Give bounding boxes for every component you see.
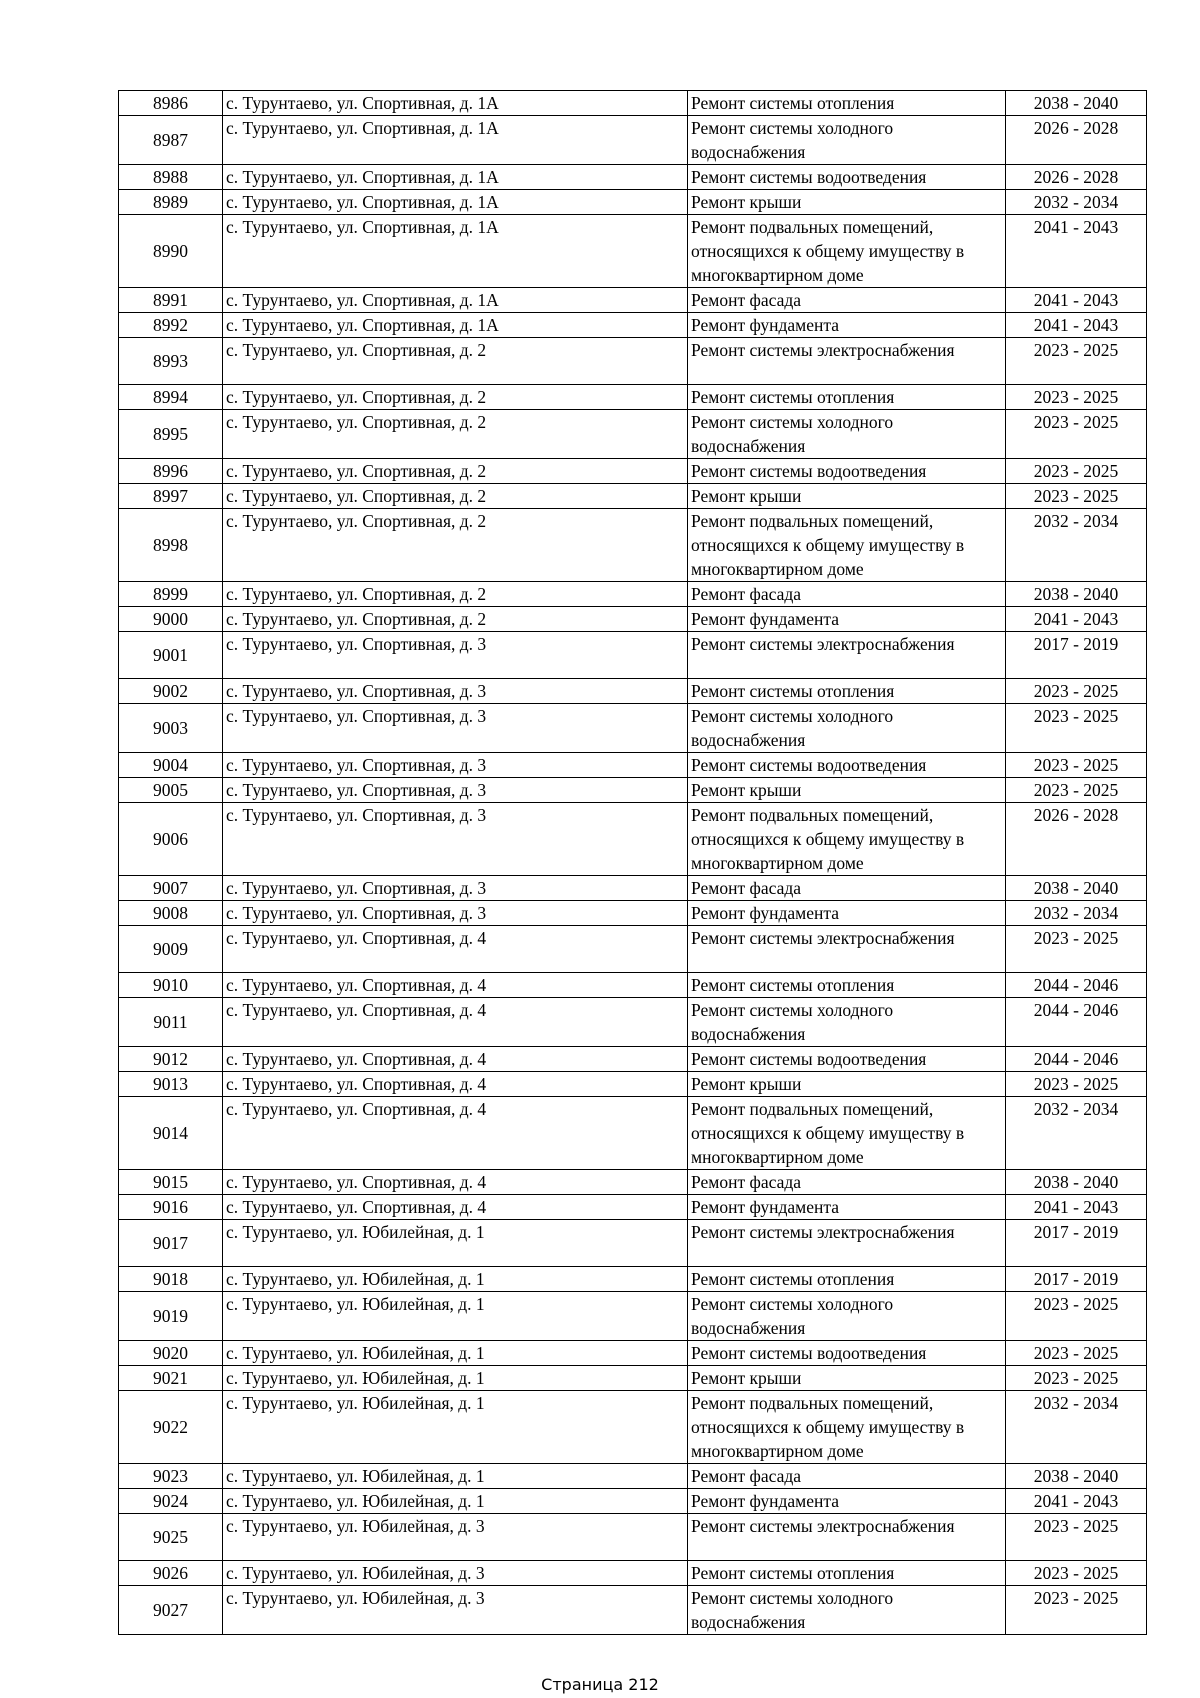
row-number-cell: 8998 bbox=[119, 509, 223, 582]
work-type-cell: Ремонт подвальных помещений, относящихся к общему имуществу в многоквартирном доме bbox=[688, 215, 1006, 288]
table-row bbox=[119, 484, 1147, 509]
period-cell: 2023 - 2025 bbox=[1006, 1366, 1147, 1391]
table-row bbox=[119, 1047, 1147, 1072]
row-number-cell: 9021 bbox=[119, 1366, 223, 1391]
table-row bbox=[119, 1341, 1147, 1366]
work-type-cell: Ремонт системы водоотведения bbox=[688, 753, 1006, 778]
address-cell: с. Турунтаево, ул. Спортивная, д. 2 bbox=[223, 385, 688, 410]
table-row bbox=[119, 459, 1147, 484]
work-type-cell: Ремонт системы электроснабжения bbox=[688, 926, 1006, 973]
row-number-cell: 9015 bbox=[119, 1170, 223, 1195]
table-row bbox=[119, 313, 1147, 338]
work-type-cell: Ремонт системы холодного водоснабжения bbox=[688, 410, 1006, 459]
period-cell: 2023 - 2025 bbox=[1006, 484, 1147, 509]
work-type-cell: Ремонт фундамента bbox=[688, 1195, 1006, 1220]
period-cell: 2023 - 2025 bbox=[1006, 1586, 1147, 1635]
address-cell: с. Турунтаево, ул. Спортивная, д. 3 bbox=[223, 876, 688, 901]
table-row bbox=[119, 385, 1147, 410]
period-cell: 2023 - 2025 bbox=[1006, 459, 1147, 484]
work-type-cell: Ремонт крыши bbox=[688, 484, 1006, 509]
work-type-cell: Ремонт фасада bbox=[688, 876, 1006, 901]
period-cell: 2023 - 2025 bbox=[1006, 385, 1147, 410]
table-row bbox=[119, 91, 1147, 116]
period-cell: 2026 - 2028 bbox=[1006, 803, 1147, 876]
row-number-cell: 9008 bbox=[119, 901, 223, 926]
row-number-cell: 8986 bbox=[119, 91, 223, 116]
table-row bbox=[119, 116, 1147, 165]
table-row bbox=[119, 410, 1147, 459]
row-number-cell: 8997 bbox=[119, 484, 223, 509]
row-number-cell: 8987 bbox=[119, 116, 223, 165]
work-type-cell: Ремонт подвальных помещений, относящихся к общему имуществу в многоквартирном доме bbox=[688, 803, 1006, 876]
address-cell: с. Турунтаево, ул. Спортивная, д. 2 bbox=[223, 459, 688, 484]
address-cell: с. Турунтаево, ул. Спортивная, д. 2 bbox=[223, 582, 688, 607]
work-type-cell: Ремонт фундамента bbox=[688, 313, 1006, 338]
period-cell: 2038 - 2040 bbox=[1006, 1170, 1147, 1195]
address-cell: с. Турунтаево, ул. Спортивная, д. 2 bbox=[223, 338, 688, 385]
address-cell: с. Турунтаево, ул. Спортивная, д. 3 bbox=[223, 778, 688, 803]
table-row bbox=[119, 1489, 1147, 1514]
table-row bbox=[119, 632, 1147, 679]
period-cell: 2023 - 2025 bbox=[1006, 410, 1147, 459]
period-cell: 2032 - 2034 bbox=[1006, 1097, 1147, 1170]
address-cell: с. Турунтаево, ул. Юбилейная, д. 1 bbox=[223, 1464, 688, 1489]
table-row bbox=[119, 901, 1147, 926]
table-row bbox=[119, 190, 1147, 215]
address-cell: с. Турунтаево, ул. Спортивная, д. 3 bbox=[223, 704, 688, 753]
table-row bbox=[119, 582, 1147, 607]
table-row bbox=[119, 803, 1147, 876]
work-type-cell: Ремонт фасада bbox=[688, 582, 1006, 607]
row-number-cell: 8996 bbox=[119, 459, 223, 484]
period-cell: 2038 - 2040 bbox=[1006, 91, 1147, 116]
row-number-cell: 8992 bbox=[119, 313, 223, 338]
address-cell: с. Турунтаево, ул. Спортивная, д. 4 bbox=[223, 998, 688, 1047]
address-cell: с. Турунтаево, ул. Спортивная, д. 1А bbox=[223, 215, 688, 288]
address-cell: с. Турунтаево, ул. Спортивная, д. 4 bbox=[223, 1195, 688, 1220]
table-row bbox=[119, 1561, 1147, 1586]
row-number-cell: 8991 bbox=[119, 288, 223, 313]
period-cell: 2017 - 2019 bbox=[1006, 1220, 1147, 1267]
work-type-cell: Ремонт системы холодного водоснабжения bbox=[688, 704, 1006, 753]
address-cell: с. Турунтаево, ул. Спортивная, д. 4 bbox=[223, 1097, 688, 1170]
table-row bbox=[119, 973, 1147, 998]
table-row bbox=[119, 926, 1147, 973]
work-type-cell: Ремонт подвальных помещений, относящихся к общему имуществу в многоквартирном доме bbox=[688, 1097, 1006, 1170]
table-row bbox=[119, 215, 1147, 288]
address-cell: с. Турунтаево, ул. Спортивная, д. 2 bbox=[223, 484, 688, 509]
table-row bbox=[119, 1267, 1147, 1292]
period-cell: 2023 - 2025 bbox=[1006, 1514, 1147, 1561]
address-cell: с. Турунтаево, ул. Спортивная, д. 2 bbox=[223, 410, 688, 459]
address-cell: с. Турунтаево, ул. Спортивная, д. 1А bbox=[223, 190, 688, 215]
period-cell: 2041 - 2043 bbox=[1006, 607, 1147, 632]
address-cell: с. Турунтаево, ул. Спортивная, д. 4 bbox=[223, 1072, 688, 1097]
address-cell: с. Турунтаево, ул. Спортивная, д. 3 bbox=[223, 753, 688, 778]
work-type-cell: Ремонт фундамента bbox=[688, 1489, 1006, 1514]
period-cell: 2023 - 2025 bbox=[1006, 1341, 1147, 1366]
work-type-cell: Ремонт подвальных помещений, относящихся к общему имуществу в многоквартирном доме bbox=[688, 1391, 1006, 1464]
row-number-cell: 9013 bbox=[119, 1072, 223, 1097]
address-cell: с. Турунтаево, ул. Спортивная, д. 4 bbox=[223, 1170, 688, 1195]
table-row bbox=[119, 1514, 1147, 1561]
row-number-cell: 9026 bbox=[119, 1561, 223, 1586]
address-cell: с. Турунтаево, ул. Спортивная, д. 3 bbox=[223, 803, 688, 876]
address-cell: с. Турунтаево, ул. Юбилейная, д. 1 bbox=[223, 1267, 688, 1292]
work-type-cell: Ремонт системы электроснабжения bbox=[688, 1514, 1006, 1561]
table-row bbox=[119, 165, 1147, 190]
address-cell: с. Турунтаево, ул. Спортивная, д. 4 bbox=[223, 973, 688, 998]
address-cell: с. Турунтаево, ул. Спортивная, д. 1А bbox=[223, 116, 688, 165]
address-cell: с. Турунтаево, ул. Спортивная, д. 1А bbox=[223, 165, 688, 190]
page-number: Страница 212 bbox=[541, 1675, 659, 1694]
period-cell: 2023 - 2025 bbox=[1006, 1292, 1147, 1341]
row-number-cell: 9001 bbox=[119, 632, 223, 679]
row-number-cell: 9025 bbox=[119, 1514, 223, 1561]
period-cell: 2041 - 2043 bbox=[1006, 215, 1147, 288]
period-cell: 2044 - 2046 bbox=[1006, 998, 1147, 1047]
work-type-cell: Ремонт системы холодного водоснабжения bbox=[688, 998, 1006, 1047]
address-cell: с. Турунтаево, ул. Спортивная, д. 3 bbox=[223, 679, 688, 704]
address-cell: с. Турунтаево, ул. Юбилейная, д. 1 bbox=[223, 1292, 688, 1341]
row-number-cell: 9016 bbox=[119, 1195, 223, 1220]
period-cell: 2038 - 2040 bbox=[1006, 1464, 1147, 1489]
work-type-cell: Ремонт системы водоотведения bbox=[688, 459, 1006, 484]
work-type-cell: Ремонт крыши bbox=[688, 778, 1006, 803]
period-cell: 2023 - 2025 bbox=[1006, 753, 1147, 778]
row-number-cell: 9002 bbox=[119, 679, 223, 704]
table-row bbox=[119, 1464, 1147, 1489]
row-number-cell: 9014 bbox=[119, 1097, 223, 1170]
period-cell: 2017 - 2019 bbox=[1006, 632, 1147, 679]
address-cell: с. Турунтаево, ул. Спортивная, д. 1А bbox=[223, 313, 688, 338]
table-row bbox=[119, 1072, 1147, 1097]
row-number-cell: 9004 bbox=[119, 753, 223, 778]
table-row bbox=[119, 1391, 1147, 1464]
table-row bbox=[119, 288, 1147, 313]
work-type-cell: Ремонт подвальных помещений, относящихся к общему имуществу в многоквартирном доме bbox=[688, 509, 1006, 582]
table-row bbox=[119, 679, 1147, 704]
work-type-cell: Ремонт системы электроснабжения bbox=[688, 1220, 1006, 1267]
period-cell: 2023 - 2025 bbox=[1006, 1561, 1147, 1586]
address-cell: с. Турунтаево, ул. Юбилейная, д. 1 bbox=[223, 1341, 688, 1366]
period-cell: 2032 - 2034 bbox=[1006, 901, 1147, 926]
address-cell: с. Турунтаево, ул. Спортивная, д. 3 bbox=[223, 632, 688, 679]
row-number-cell: 9007 bbox=[119, 876, 223, 901]
address-cell: с. Турунтаево, ул. Юбилейная, д. 1 bbox=[223, 1391, 688, 1464]
address-cell: с. Турунтаево, ул. Юбилейная, д. 1 bbox=[223, 1220, 688, 1267]
address-cell: с. Турунтаево, ул. Юбилейная, д. 3 bbox=[223, 1586, 688, 1635]
address-cell: с. Турунтаево, ул. Спортивная, д. 1А bbox=[223, 91, 688, 116]
row-number-cell: 9019 bbox=[119, 1292, 223, 1341]
work-type-cell: Ремонт системы отопления bbox=[688, 385, 1006, 410]
work-type-cell: Ремонт системы холодного водоснабжения bbox=[688, 116, 1006, 165]
period-cell: 2038 - 2040 bbox=[1006, 876, 1147, 901]
table-row bbox=[119, 1220, 1147, 1267]
work-type-cell: Ремонт системы холодного водоснабжения bbox=[688, 1586, 1006, 1635]
period-cell: 2038 - 2040 bbox=[1006, 582, 1147, 607]
work-type-cell: Ремонт системы водоотведения bbox=[688, 165, 1006, 190]
table-row bbox=[119, 1097, 1147, 1170]
row-number-cell: 8990 bbox=[119, 215, 223, 288]
table-body bbox=[119, 91, 1147, 1635]
row-number-cell: 8994 bbox=[119, 385, 223, 410]
work-type-cell: Ремонт системы отопления bbox=[688, 679, 1006, 704]
work-type-cell: Ремонт системы отопления bbox=[688, 1267, 1006, 1292]
table-row bbox=[119, 704, 1147, 753]
work-type-cell: Ремонт системы отопления bbox=[688, 91, 1006, 116]
work-type-cell: Ремонт системы холодного водоснабжения bbox=[688, 1292, 1006, 1341]
work-type-cell: Ремонт системы отопления bbox=[688, 1561, 1006, 1586]
row-number-cell: 9024 bbox=[119, 1489, 223, 1514]
address-cell: с. Турунтаево, ул. Спортивная, д. 2 bbox=[223, 509, 688, 582]
period-cell: 2023 - 2025 bbox=[1006, 338, 1147, 385]
work-type-cell: Ремонт системы электроснабжения bbox=[688, 338, 1006, 385]
row-number-cell: 8999 bbox=[119, 582, 223, 607]
row-number-cell: 9011 bbox=[119, 998, 223, 1047]
repair-schedule-table bbox=[118, 90, 1147, 1635]
period-cell: 2023 - 2025 bbox=[1006, 926, 1147, 973]
table-row bbox=[119, 1366, 1147, 1391]
period-cell: 2041 - 2043 bbox=[1006, 288, 1147, 313]
period-cell: 2032 - 2034 bbox=[1006, 1391, 1147, 1464]
row-number-cell: 9005 bbox=[119, 778, 223, 803]
address-cell: с. Турунтаево, ул. Юбилейная, д. 3 bbox=[223, 1561, 688, 1586]
work-type-cell: Ремонт системы водоотведения bbox=[688, 1341, 1006, 1366]
row-number-cell: 9003 bbox=[119, 704, 223, 753]
table-row bbox=[119, 1195, 1147, 1220]
address-cell: с. Турунтаево, ул. Юбилейная, д. 1 bbox=[223, 1366, 688, 1391]
work-type-cell: Ремонт фасада bbox=[688, 1464, 1006, 1489]
period-cell: 2023 - 2025 bbox=[1006, 1072, 1147, 1097]
row-number-cell: 9017 bbox=[119, 1220, 223, 1267]
table-row bbox=[119, 998, 1147, 1047]
address-cell: с. Турунтаево, ул. Спортивная, д. 2 bbox=[223, 607, 688, 632]
period-cell: 2017 - 2019 bbox=[1006, 1267, 1147, 1292]
period-cell: 2023 - 2025 bbox=[1006, 704, 1147, 753]
row-number-cell: 9022 bbox=[119, 1391, 223, 1464]
address-cell: с. Турунтаево, ул. Юбилейная, д. 3 bbox=[223, 1514, 688, 1561]
table-row bbox=[119, 778, 1147, 803]
period-cell: 2044 - 2046 bbox=[1006, 1047, 1147, 1072]
address-cell: с. Турунтаево, ул. Спортивная, д. 1А bbox=[223, 288, 688, 313]
table-row bbox=[119, 1292, 1147, 1341]
period-cell: 2044 - 2046 bbox=[1006, 973, 1147, 998]
period-cell: 2026 - 2028 bbox=[1006, 116, 1147, 165]
table-row bbox=[119, 607, 1147, 632]
work-type-cell: Ремонт крыши bbox=[688, 190, 1006, 215]
work-type-cell: Ремонт крыши bbox=[688, 1366, 1006, 1391]
work-type-cell: Ремонт системы водоотведения bbox=[688, 1047, 1006, 1072]
period-cell: 2041 - 2043 bbox=[1006, 1195, 1147, 1220]
row-number-cell: 9006 bbox=[119, 803, 223, 876]
address-cell: с. Турунтаево, ул. Спортивная, д. 4 bbox=[223, 1047, 688, 1072]
work-type-cell: Ремонт фундамента bbox=[688, 901, 1006, 926]
table-row bbox=[119, 1170, 1147, 1195]
row-number-cell: 9000 bbox=[119, 607, 223, 632]
period-cell: 2041 - 2043 bbox=[1006, 313, 1147, 338]
row-number-cell: 9027 bbox=[119, 1586, 223, 1635]
period-cell: 2032 - 2034 bbox=[1006, 190, 1147, 215]
period-cell: 2026 - 2028 bbox=[1006, 165, 1147, 190]
work-type-cell: Ремонт системы электроснабжения bbox=[688, 632, 1006, 679]
table-row bbox=[119, 509, 1147, 582]
row-number-cell: 9012 bbox=[119, 1047, 223, 1072]
period-cell: 2041 - 2043 bbox=[1006, 1489, 1147, 1514]
address-cell: с. Турунтаево, ул. Юбилейная, д. 1 bbox=[223, 1489, 688, 1514]
row-number-cell: 9020 bbox=[119, 1341, 223, 1366]
work-type-cell: Ремонт фасада bbox=[688, 1170, 1006, 1195]
row-number-cell: 9009 bbox=[119, 926, 223, 973]
work-type-cell: Ремонт крыши bbox=[688, 1072, 1006, 1097]
row-number-cell: 9023 bbox=[119, 1464, 223, 1489]
address-cell: с. Турунтаево, ул. Спортивная, д. 3 bbox=[223, 901, 688, 926]
table-row bbox=[119, 753, 1147, 778]
table-row bbox=[119, 1586, 1147, 1635]
period-cell: 2032 - 2034 bbox=[1006, 509, 1147, 582]
row-number-cell: 9018 bbox=[119, 1267, 223, 1292]
table-row bbox=[119, 876, 1147, 901]
row-number-cell: 9010 bbox=[119, 973, 223, 998]
row-number-cell: 8988 bbox=[119, 165, 223, 190]
row-number-cell: 8989 bbox=[119, 190, 223, 215]
work-type-cell: Ремонт системы отопления bbox=[688, 973, 1006, 998]
address-cell: с. Турунтаево, ул. Спортивная, д. 4 bbox=[223, 926, 688, 973]
period-cell: 2023 - 2025 bbox=[1006, 778, 1147, 803]
work-type-cell: Ремонт фасада bbox=[688, 288, 1006, 313]
row-number-cell: 8995 bbox=[119, 410, 223, 459]
period-cell: 2023 - 2025 bbox=[1006, 679, 1147, 704]
table-row bbox=[119, 338, 1147, 385]
row-number-cell: 8993 bbox=[119, 338, 223, 385]
work-type-cell: Ремонт фундамента bbox=[688, 607, 1006, 632]
